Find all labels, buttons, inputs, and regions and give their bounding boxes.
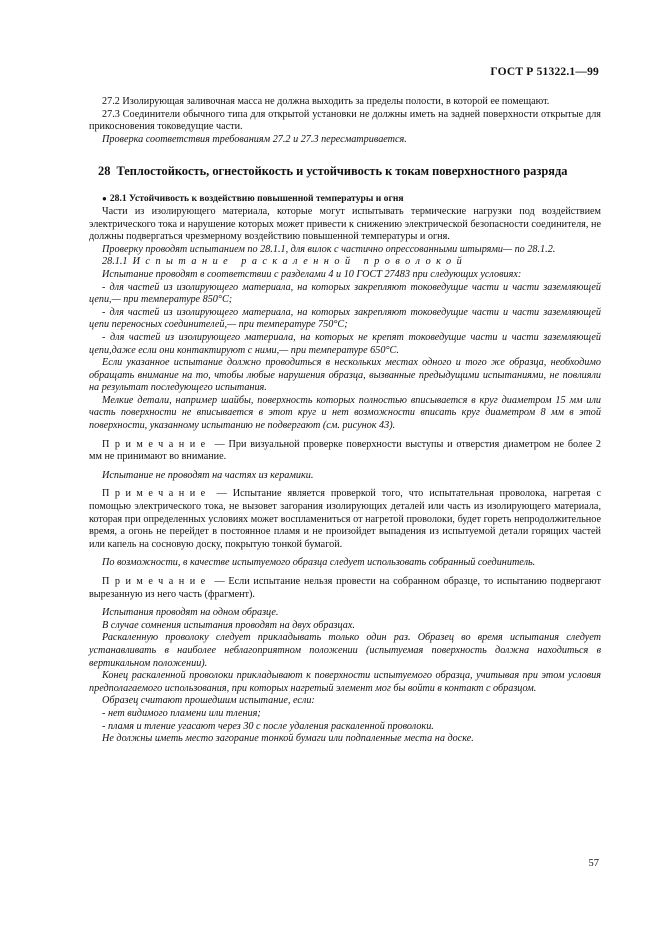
pass-criterion-2: - пламя и тление угасают через 30 с после удаления раскаленной проволоки. <box>102 720 434 732</box>
note-3-text: — Если испытание нельзя провести на собранном образце, то испытанию подвергают вырезанную из него часть (фрагмент). <box>89 576 601 600</box>
paragraph-ceramic: Испытание не проводят на частях из керамики. <box>102 469 314 481</box>
paragraph-wire-end: Конец раскаленной проволоки прикладывают к поверхности испытуемого образца, учитывая при этом условия предполагаемого использования, при которых нагретый элемент мог бы войти в контакт с образцом. <box>89 670 601 694</box>
note-3-label: Примечание <box>102 576 211 587</box>
pass-criterion-1: - нет видимого пламени или тления; <box>102 707 261 719</box>
pass-criterion-3: Не должны иметь место загорание тонкой бумаги или подпаленные места на доске. <box>102 733 474 745</box>
page-number: 57 <box>588 858 599 869</box>
paragraph-doubt: В случае сомнения испытания проводят на двух образцах. <box>102 619 355 631</box>
paragraph-one-sample: Испытания проводят на одном образце. <box>102 607 279 619</box>
condition-3: - для частей из изолирующего материала, на которых не крепят токоведущие части и части заземляющей цепи,даже если они контактируют с ними,— при температуре 650°С. <box>89 331 601 356</box>
note-1-text: — При визуальной проверке поверхности выступы и отверстия диаметром не более 2 мм не принимают во внимание. <box>89 438 601 463</box>
condition-1: - для частей из изолирующего материала, на которых закрепляют токоведущие части и части заземляющей цепи,— при температуре 850°С; <box>89 281 601 306</box>
note-1 <box>89 439 601 464</box>
paragraph-28-1-check: Проверку проводят испытанием по 28.1.1, для вилок с частично опрессованными штырями— по 28.1.2. <box>102 243 556 255</box>
note-2-label: Примечание <box>102 488 211 500</box>
bullet-icon: ● <box>102 194 107 204</box>
subsection-28-1-title: 28.1 Устойчивость к воздействию повышенной температуры и огня <box>109 193 404 205</box>
note-2 <box>89 488 601 551</box>
note-1-label: Примечание <box>102 438 211 450</box>
subsection-28-1-heading <box>89 193 601 206</box>
paragraph-27-2: 27.2 Изолирующая заливочная масса не должна выходить за пределы полости, в которой ее помещают. <box>102 96 550 107</box>
page-content <box>89 96 601 746</box>
note-2-text: — Испытание является проверкой того, что испытательная проволока, нагретая с помощью электрического тока, не вызовет загорания изолирующих деталей или часть из изолирующего материала, которая при определенных условиях может воспламениться от нагретой проволоки, будет гореть непродолжительное время, а огонь не перейдет в постоянное пламя и не произойдет выпадения из испытуемой детали горящих частей или капель на сосновую доску, покрытую тонкой бумагой. <box>89 488 601 550</box>
paragraph-test-intro: Испытание проводят в соответствии с разделами 4 и 10 ГОСТ 27483 при следующих условиях: <box>102 268 522 280</box>
standard-header: ГОСТ Р 51322.1—99 <box>490 66 599 78</box>
subsection-28-1-1-title: Испытание раскаленной проволокой <box>132 256 468 268</box>
section-28-title: Теплостойкость, огнестойкость и устойчивость к токам поверхностного разряда <box>116 164 568 179</box>
paragraph-28-1: Части из изолирующего материала, которые могут испытывать термические нагрузки под воздействием электрического тока и нарушение которых может привести к снижению электрической безопасности соединителя, не должны подвергаться чрезмерному воздействию повышенной температуры и огня. <box>89 205 601 243</box>
paragraph-small-parts: Мелкие детали, например шайбы, поверхность которых полностью вписывается в круг диаметром 15 мм или часть поверхности не вписывается в этот круг и нет возможности вписать круг диаметром 8 мм в этой поверхности, указанному испытанию не подвергают (см. рисунок 43). <box>89 394 601 432</box>
paragraph-passed: Образец считают прошедшим испытание, если: <box>102 695 315 707</box>
paragraph-several-places: Если указанное испытание должно проводиться в нескольких местах одного и того же образца, необходимо обращать внимание на то, чтобы любые нарушения образца, вызванные предыдущими испытаниями, не повлияли на результат последующего испытания. <box>89 357 601 394</box>
note-3 <box>89 576 601 601</box>
section-28-heading <box>89 164 601 179</box>
paragraph-27-check: Проверка соответствия требованиям 27.2 и 27.3 пересматривается. <box>102 133 407 145</box>
subsection-28-1-1-heading <box>89 256 601 269</box>
paragraph-assembled: По возможности, в качестве испытуемого образца следует использовать собранный соединитель. <box>102 557 536 569</box>
paragraph-apply-once: Раскаленную проволоку следует прикладывать только один раз. Образец во время испытания следует устанавливать в наиболее неблагоприятном положении (испытуемая поверхность должна находиться в вертикальном положении). <box>89 632 601 669</box>
subsection-28-1-1-number: 28.1.1 <box>102 256 128 268</box>
section-28-number: 28 <box>98 164 111 179</box>
condition-2: - для частей из изолирующего материала, на которых закрепляют токоведущие части и части заземляющей цепи переносных соединителей,— при температуре 750°С; <box>89 306 601 331</box>
paragraph-27-3: 27.3 Соединители обычного типа для открытой установки не должны иметь на задней поверхности открытые для прикосновения токоведущие части. <box>89 108 601 133</box>
